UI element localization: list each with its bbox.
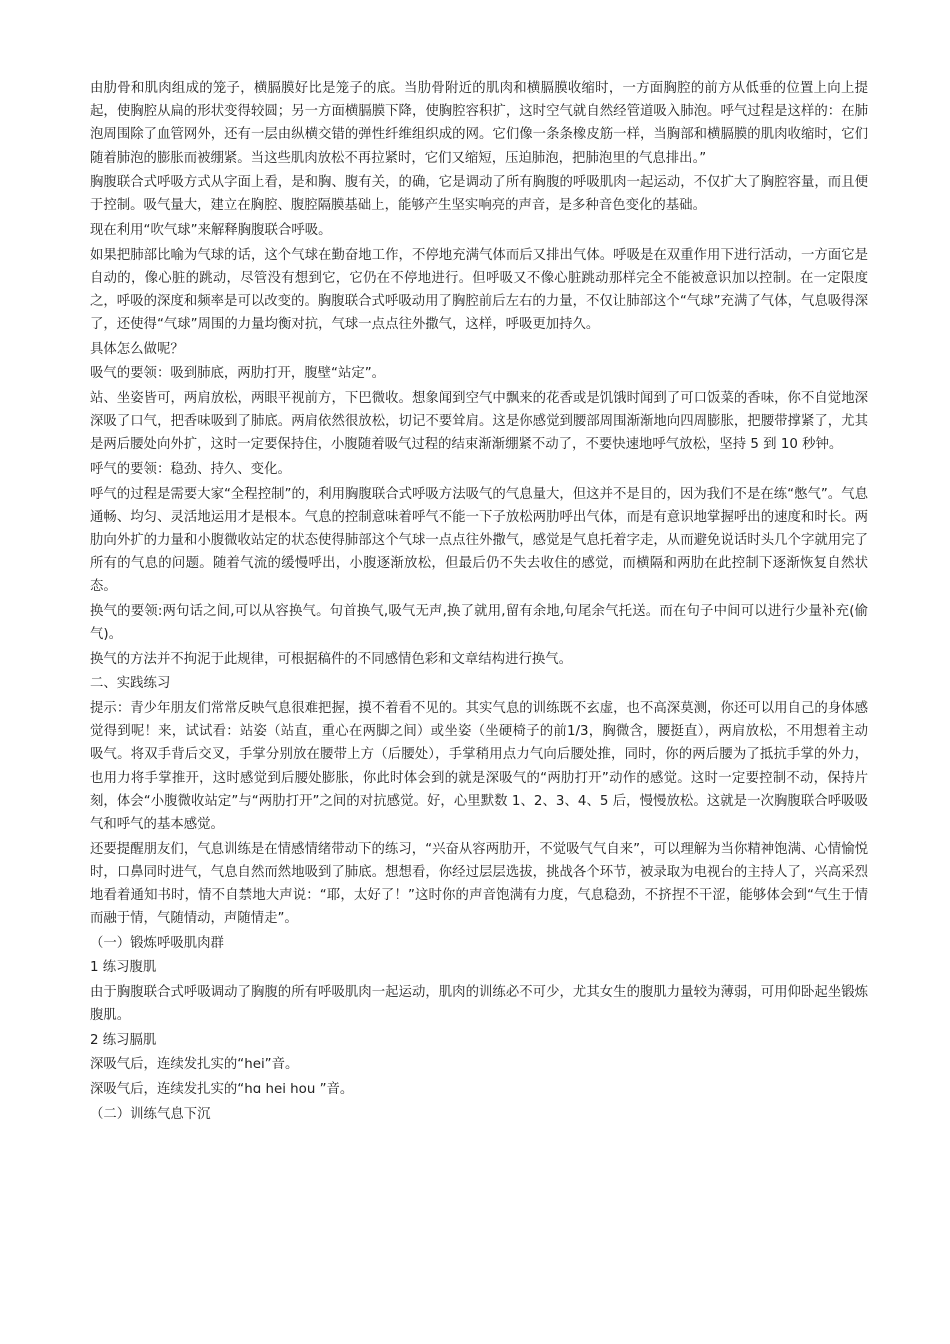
paragraph-change-breath-key: 换气的要领:两句话之间,可以从容换气。句首换气,吸气无声,换了就用,留有余地,句尾余气托送。而在句子中间可以进行少量补充(偷气)。	[90, 603, 868, 643]
paragraph-balloon-explanation: 如果把肺部比喻为气球的话，这个气球在勤奋地工作，不停地充满气体而后又排出气体。呼吸是在双重作用下进行活动，一方面它是自动的，像心脏的跳动，尽管没有想到它，它仍在不停地进行。但呼吸又不像心脏跳动那样完全不能被意识加以控制。在一定限度之，呼吸的深度和频率是可以改变的。胸腹联合式呼吸动用了胸腔前后左右的力量，不仅让肺部这个“气球”充满了气体，气息吸得深了，还使得“气球”周围的力量均衡对抗，气球一点点往外撒气，这样，呼吸更加持久。	[90, 247, 868, 333]
paragraph-diaphragm-ha-hei-hou: 深吸气后，连续发扎实的“hɑ hei hou ”音。	[90, 1081, 354, 1097]
paragraph-exhale-steps: 呼气的过程是需要大家“全程控制”的，利用胸腹联合式呼吸方法吸气的气息量大，但这并不是目的，因为我们不是在练“憋气”。气息通畅、均匀、灵活地运用才是根本。气息的控制意味着呼气不能一下子放松两肋呼出气体，而是有意识地掌握呼出的速度和时长。两肋向外扩的力量和小腹微收站定的状态使得肺部这个气球一点点往外撒气，感觉是气息托着字走，从而避免说话时头几个字就用完了所有的气息的问题。随着气流的缓慢呼出，小腹逐渐放松，但最后仍不失去收住的感觉，而横隔和两肋在此控制下逐渐恢复自然状态。	[90, 486, 868, 595]
paragraph-change-breath-method: 换气的方法并不拘泥于此规律，可根据稿件的不同感情色彩和文章结构进行换气。	[90, 651, 573, 667]
subheading-abdominal: 1 练习腹肌	[90, 960, 157, 976]
paragraph-breathing-definition: 胸腹联合式呼吸方式从字面上看，是和胸、腹有关，的确，它是调动了所有胸腹的呼吸肌肉一起运动，不仅扩大了胸腔容量，而且便于控制。吸气量大，建立在胸腔、腹腔隔膜基础上，能够产生坚实响亮的声音，是多种音色变化的基础。	[90, 175, 868, 214]
paragraph-exhale-key: 呼气的要领：稳劲、持久、变化。	[90, 461, 291, 477]
paragraph-ribcage: 由肋骨和肌肉组成的笼子，横膈膜好比是笼子的底。当肋骨附近的肌肉和横膈膜收缩时，一方面胸腔的前方从低垂的位置上向上提起，使胸腔从扁的形状变得较圆；另一方面横膈膜下降，使胸腔容积扩，这时空气就自然经管道吸入肺泡。呼气过程是这样的：在肺泡周围除了血管网外，还有一层由纵横交错的弹性纤维组织成的网。它们像一条条橡皮筋一样，当胸部和横膈膜的肌肉收缩时，它们随着肺泡的膨胀而被绷紧。当这些肌肉放松不再拉紧时，它们又缩短，压迫肺泡，把肺泡里的气息排出。”	[90, 81, 868, 166]
paragraph-inhale-key: 吸气的要领：吸到肺底，两肋打开，腹壁“站定”。	[90, 366, 386, 382]
section-heading-practice: 二、实践练习	[90, 676, 171, 692]
subheading-breath-sinking: （二）训练气息下沉	[90, 1106, 211, 1122]
subheading-diaphragm: 2 练习膈肌	[90, 1032, 157, 1048]
paragraph-how-to: 具体怎么做呢？	[90, 341, 184, 357]
paragraph-abdominal: 由于胸腹联合式呼吸调动了胸腹的所有呼吸肌肉一起运动，肌肉的训练必不可少，尤其女生的腹肌力量较为薄弱，可用仰卧起坐锻炼腹肌。	[90, 984, 868, 1024]
paragraph-practice-tip: 提示：青少年朋友们常常反映气息很难把握，摸不着看不见的。其实气息的训练既不玄虚，也不高深莫测，你还可以用自己的身体感觉得到呢！来，试试看：站姿（站直，重心在两脚之间）或坐姿（坐硬椅子的前1/3，胸微含，腰挺直），两肩放松，不用想着主动吸气。将双手背后交叉，手掌分别放在腰带上方（后腰处），手掌稍用点力气向后腰处推，同时，你的两后腰为了抵抗手掌的外力，也用力将手掌推开，这时感觉到后腰处膨胀，你此时体会到的就是深吸气的“两肋打开”动作的感觉。这时一定要控制不动，保持片刻，体会“小腹微收站定”与“两肋打开”之间的对抗感觉。好，心里默数 1、2、3、4、5 后，慢慢放松。这就是一次胸腹联合呼吸吸气和呼气的基本感觉。	[90, 700, 868, 832]
document-page	[90, 77, 868, 1127]
paragraph-balloon-intro: 现在利用“吹气球”来解释胸腹联合呼吸。	[90, 223, 332, 238]
subheading-muscle-training: （一）锻炼呼吸肌肉群	[90, 935, 224, 951]
paragraph-diaphragm-hei: 深吸气后，连续发扎实的“hei”音。	[90, 1057, 299, 1073]
paragraph-emotion-reminder: 还要提醒朋友们，气息训练是在情感情绪带动下的练习，“兴奋从容两肋开，不觉吸气气自来”，可以理解为当你精神饱满、心情愉悦时，口鼻同时进气，气息自然而然地吸到了肺底。想想看，你经过层层选拔，挑战各个环节，被录取为电视台的主持人了，兴高采烈地看着通知书时，情不自禁地大声说：“耶，太好了！”这时你的声音饱满有力度，气息稳劲，不挤捏不干涩，能够体会到“气生于情而融于情，气随情动，声随情走”。	[90, 841, 868, 927]
paragraph-inhale-steps: 站、坐姿皆可，两肩放松，两眼平视前方，下巴微收。想象闻到空气中飘来的花香或是饥饿时闻到了可口饭菜的香味，你不自觉地深深吸了口气，把香味吸到了肺底。两肩依然很放松，切记不要耸肩。这是你感觉到腰部周围渐渐地向四周膨胀，把腰带撑紧了，尤其是两后腰处向外扩，这时一定要保持住，小腹随着吸气过程的结束渐渐绷紧不动了，不要快速地呼气放松，坚持 5 到 10 秒钟。	[90, 390, 868, 453]
